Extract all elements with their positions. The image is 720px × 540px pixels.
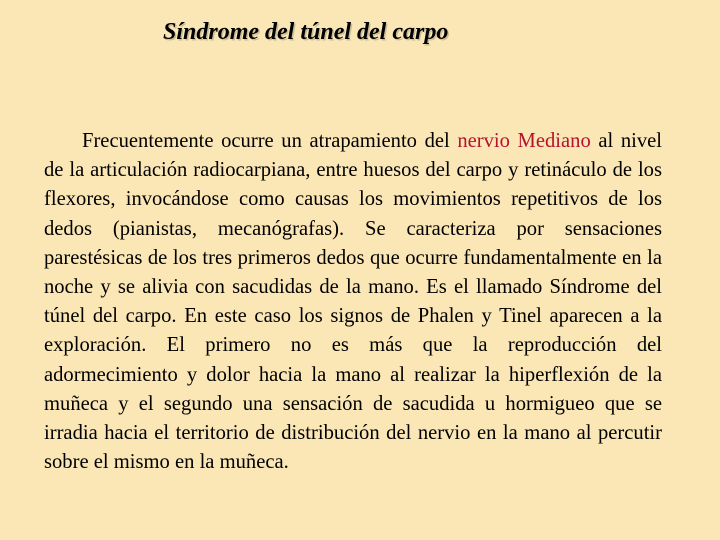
highlighted-term: nervio Mediano xyxy=(457,130,591,152)
slide-title: Síndrome del túnel del carpo xyxy=(163,19,449,45)
paragraph-text-rest: al nivel de la articulación radiocarpiana, entre huesos del carpo y retináculo de los flexores, invocándose como causas los movimientos repetitivos de los dedos (pianistas, mecanógrafas). Se caracteriza por sensaciones parestésicas de los tres primeros dedos que ocurre fundamentalmente en la noche y se alivia con sacudidas de la mano. Es el llamado Síndrome del túnel del carpo. En este caso los signos de Phalen y Tinel aparecen a la exploración. El primero no es más que la reproducción del adormecimiento y dolor hacia la mano al realizar la hiperflexión de la muñeca y el segundo una sensación de sacudida u hormigueo que se irradia hacia el territorio de distribución del nervio en la mano al percutir sobre el mismo en la muñeca. xyxy=(44,130,663,474)
body-paragraph xyxy=(44,127,662,477)
paragraph-text-start: Frecuentemente ocurre un atrapamiento del xyxy=(82,130,458,152)
